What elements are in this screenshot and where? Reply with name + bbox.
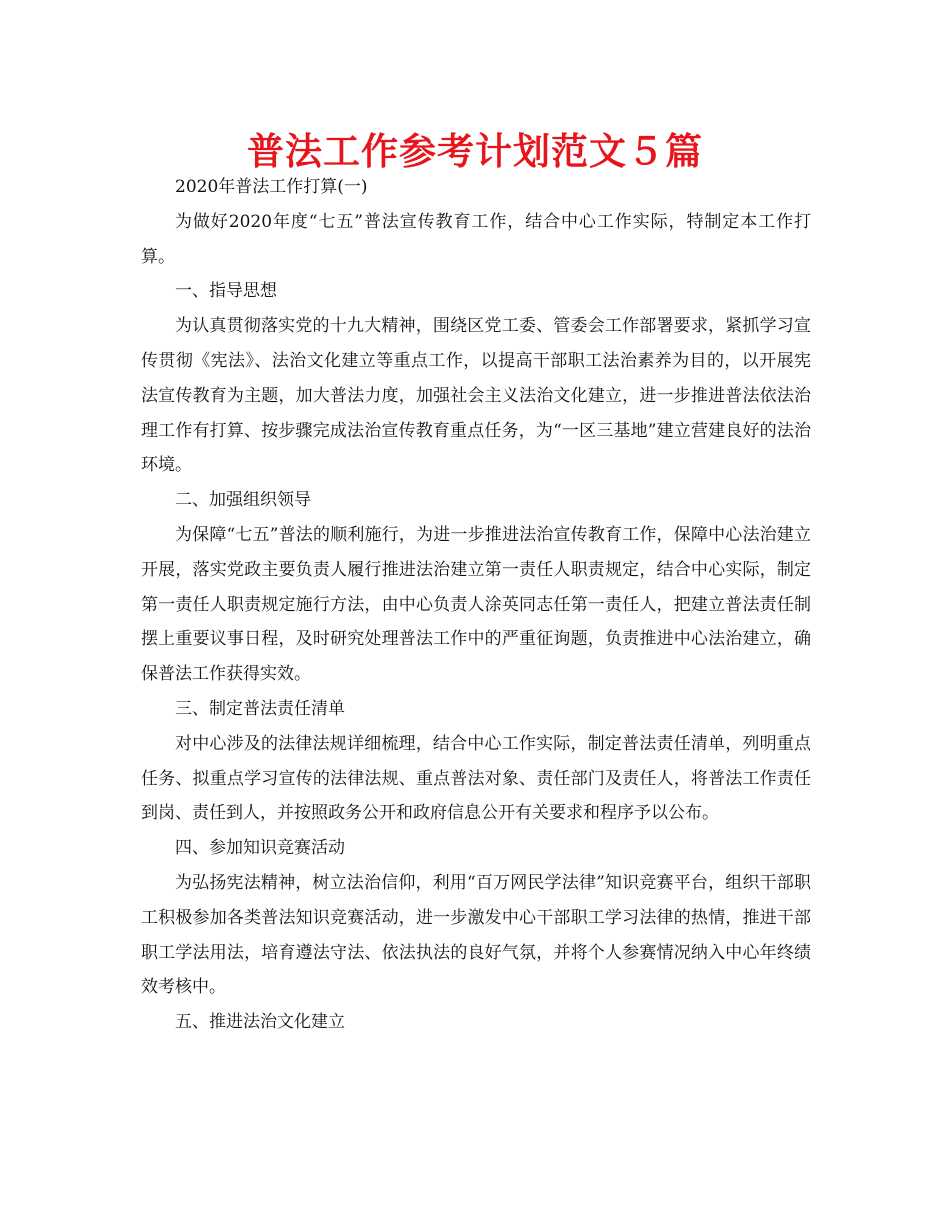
section-heading-4: 四、参加知识竞赛活动 [175,838,345,859]
section-heading-5: 五、推进法治文化建立 [175,1012,345,1033]
paragraph-section-3: 对中心涉及的法律法规详细梳理，结合中心工作实际，制定普法责任清单，列明重点任务、拟重点学习宣传的法律法规、重点普法对象、责任部门及责任人，将普法工作责任到岗、责任到人，并按照政务公开和政府信息公开有关要求和程序予以公布。 [141,733,811,824]
paragraph-section-1: 为认真贯彻落实党的十九大精神，围绕区党工委、管委会工作部署要求，紧抓学习宣传贯彻《宪法》、法治文化建立等重点工作，以提高干部职工法治素养为目的，以开展宪法宣传教育为主题，加大普法力度，加强社会主义法治文化建立，进一步推进普法依法治理工作有打算、按步骤完成法治宣传教育重点任务，为“一区三基地”建立营建良好的法治环境。 [141,316,811,476]
paragraph-intro: 为做好2020年度“七五”普法宣传教育工作，结合中心工作实际，特制定本工作打算。 [141,211,811,267]
paragraph-plan-heading: 2020年普法工作打算(一) [175,177,368,197]
section-heading-3: 三、制定普法责任清单 [175,698,345,719]
paragraph-section-4: 为弘扬宪法精神，树立法治信仰，利用“百万网民学法律”知识竞赛平台，组织干部职工积极参加各类普法知识竞赛活动，进一步激发中心干部职工学习法律的热情，推进干部职工学法用法，培育遵法守法、依法执法的良好气氛，并将个人参赛情况纳入中心年终绩效考核中。 [141,872,811,998]
document-body [141,170,811,1040]
section-heading-1: 一、指导思想 [175,281,277,302]
paragraph-section-2: 为保障“七五”普法的顺利施行，为进一步推进法治宣传教育工作，保障中心法治建立开展，落实党政主要负责人履行推进法治建立第一责任人职责规定，结合中心实际，制定第一责任人职责规定施行方法，由中心负责人涂英同志任第一责任人，把建立普法责任制摆上重要议事日程，及时研究处理普法工作中的严重征询题，负责推进中心法治建立，确保普法工作获得实效。 [141,524,811,685]
section-heading-2: 二、加强组织领导 [175,490,311,511]
document-title: 普法工作参考计划范文５篇 [247,130,703,173]
